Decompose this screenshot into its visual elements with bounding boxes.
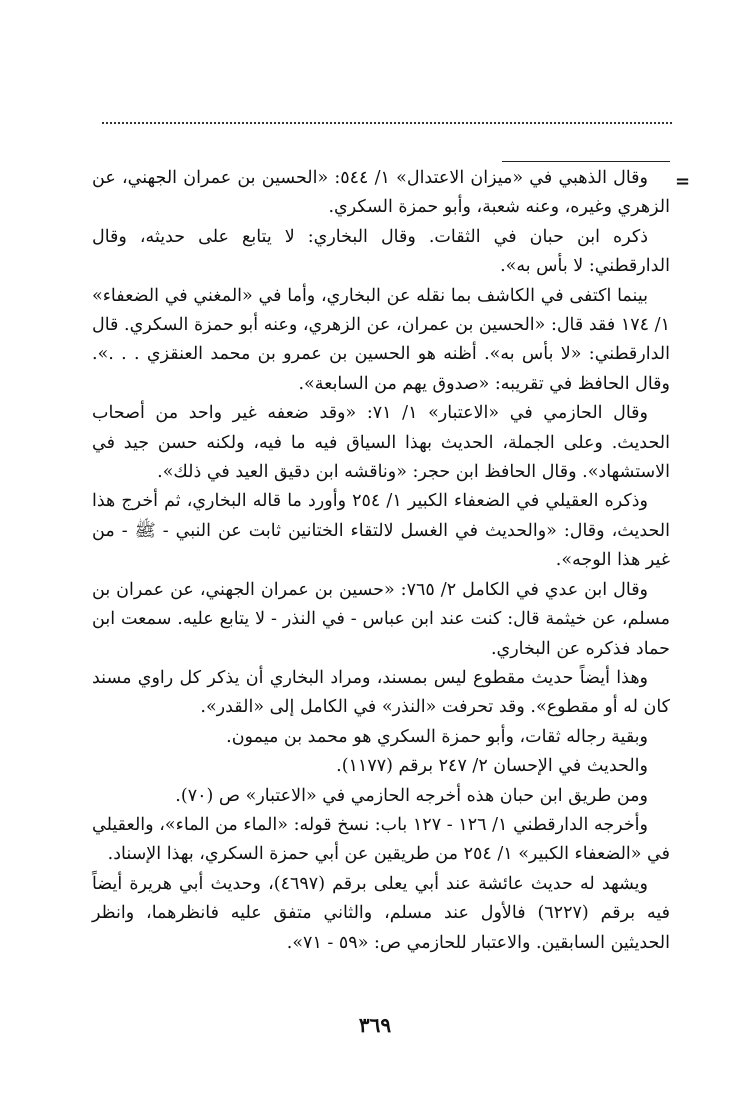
- paragraph: ويشهد له حديث عائشة عند أبي يعلى برقم (٤٦٩٧)، وحديث أبي هريرة أيضاً فيه برقم (٦٢٢٧) فالأول عند مسلم، والثاني متفق عليه فانظرهما، وانظر الحديثين السابقين. والاعتبار للحازمي ص: «٥٩ - ٧١».: [92, 873, 670, 953]
- paragraph: وقال ابن عدي في الكامل ٢/ ٧٦٥: «حسين بن عمران الجهني، عن عمران بن مسلم، عن خيثمة قال: كنت عند ابن عباس - في النذر - لا يتابع عليه. سمعت ابن حماد فذكره عن البخاري.: [92, 579, 670, 659]
- paragraph: وبقية رجاله ثقات، وأبو حمزة السكري هو محمد بن ميمون.: [226, 726, 648, 747]
- paragraph: وذكره العقيلي في الضعفاء الكبير ١/ ٢٥٤ وأورد ما قاله البخاري، ثم أخرج هذا الحديث، وقال: «والحديث في الغسل لالتقاء الختانين ثابت عن النبي - ﷺ - من غير هذا الوجه».: [92, 491, 670, 571]
- paragraph: ومن طريق ابن حبان هذه أخرجه الحازمي في «الاعتبار» ص (٧٠).: [175, 785, 648, 806]
- footnote-text: [92, 164, 670, 958]
- paragraph: وهذا أيضاً حديث مقطوع ليس بمسند، ومراد البخاري أن يذكر كل راوي مسند كان له أو مقطوع». وقد تحرفت «النذر» في الكامل إلى «القدر».: [92, 667, 670, 718]
- paragraph: ذكره ابن حبان في الثقات. وقال البخاري: لا يتابع على حديثه، وقال الدارقطني: لا بأس به».: [92, 226, 670, 277]
- paragraph: والحديث في الإحسان ٢/ ٢٤٧ برقم (١١٧٧).: [336, 756, 648, 777]
- page-number: ٣٦٩: [358, 1013, 392, 1037]
- paragraph: وقال الذهبي في «ميزان الاعتدال» ١/ ٥٤٤: «الحسين بن عمران الجهني، عن الزهري وغيره، وعنه شعبة، وأبو حمزة السكري.: [92, 168, 670, 218]
- footnote-rule: [502, 161, 670, 162]
- paragraph: بينما اكتفى في الكاشف بما نقله عن البخاري، وأما في «المغني في الضعفاء» ١/ ١٧٤ فقد قال: «الحسين بن عمران، عن الزهري، وعنه أبو حمزة السكري. قال الدارقطني: «لا بأس به». أظنه هو الحسين بن عمرو بن محمد العنقزي . . .». وقال الحافظ في تقريبه: «صدوق يهم من السابعة».: [92, 285, 670, 394]
- paragraph: وأخرجه الدارقطني ١/ ١٢٦ - ١٢٧ باب: نسخ قوله: «الماء من الماء»، والعقيلي في «الضعفاء الكبير» ١/ ٢٥٤ من طريقين عن أبي حمزة السكري، بهذا الإسناد.: [92, 814, 670, 865]
- paragraph: وقال الحازمي في «الاعتبار» ١/ ٧١: «وقد ضعفه غير واحد من أصحاب الحديث. وعلى الجملة، الحديث بهذا السياق فيه ما فيه، ولكنه حسن جيد في الاستشهاد». وقال الحافظ ابن حجر: «وناقشه ابن دقيق العيد في ذلك».: [92, 403, 670, 483]
- dotted-separator: [102, 122, 672, 124]
- continuation-marker: =: [675, 171, 691, 192]
